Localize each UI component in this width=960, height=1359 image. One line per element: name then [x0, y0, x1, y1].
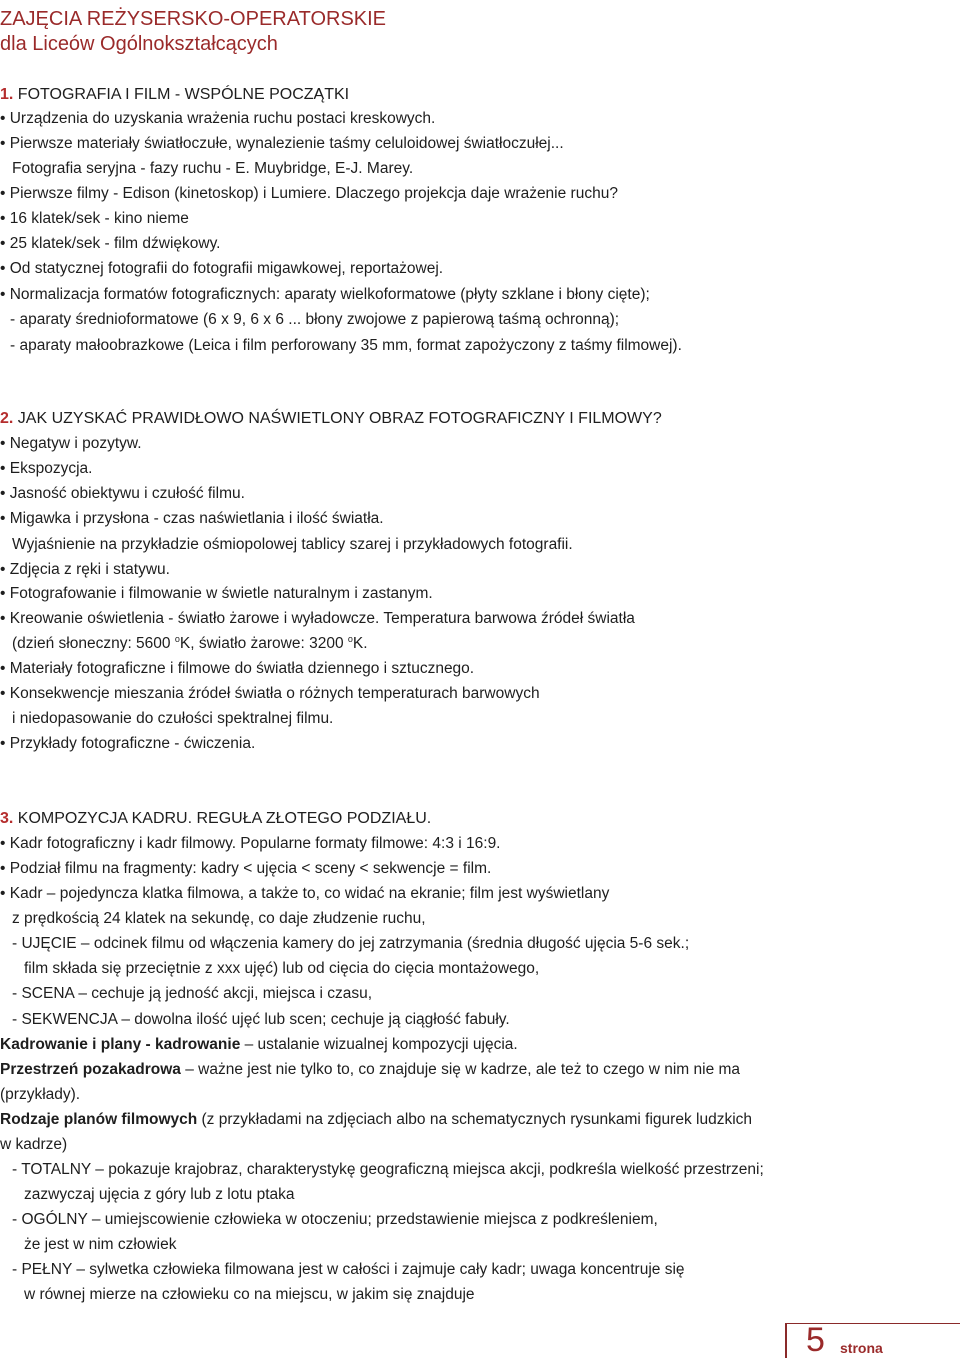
s2-line-11 [12, 709, 333, 729]
bullet-icon: • [0, 485, 10, 502]
s2-temp-part-1: (dzień słoneczny: 5600 [12, 635, 175, 652]
przestrzen-line [0, 1060, 740, 1080]
s2-text-1: Negatyw i pozytyw. [9, 435, 142, 452]
s2-temp-degree-1: o [174, 633, 180, 644]
s1-text-10: - aparaty małoobrazkowe (Leica i film perforowany 35 mm, format zapożyczony z taśmy filmowej). [10, 337, 682, 354]
s2-text-12: Przykłady fotograficzne - ćwiczenia. [9, 735, 256, 752]
footer-vertical-divider [785, 1323, 787, 1358]
s1-text-8: Normalizacja formatów fotograficznych: aparaty wielkoformatowe (płyty szklane i błony cięte); [9, 286, 650, 303]
s3-line-8 [12, 1010, 510, 1030]
bullet-icon: • [0, 885, 10, 902]
s1-line-10 [10, 336, 682, 356]
s1-text-2: Pierwsze materiały światłoczułe, wynalezienie taśmy celuloidowej światłoczułej... [9, 135, 564, 152]
s2-line-6 [0, 560, 170, 580]
bullet-icon: • [0, 435, 10, 452]
section-2-number: 2. [0, 410, 14, 427]
s1-line-3 [12, 159, 413, 179]
kadrowanie-bold: Kadrowanie i plany - kadrowanie [0, 1036, 241, 1053]
s3-line-5 [12, 934, 689, 954]
s2-text-5: Wyjaśnienie na przykładzie ośmiopolowej tablicy szarej i przykładowych fotografii. [12, 536, 573, 553]
page-label: strona [840, 1340, 883, 1356]
bullet-icon: • [0, 735, 10, 752]
s1-text-3: Fotografia seryjna - fazy ruchu - E. Muybridge, E-J. Marey. [12, 160, 414, 177]
rodzaje-line-2 [0, 1135, 67, 1155]
s3-text-8: - SEKWENCJA – dowolna ilość ujęć lub scen; cechuje ją ciągłość fabuły. [12, 1011, 510, 1028]
plan-ogolny [12, 1210, 658, 1230]
bullet-icon: • [0, 260, 10, 277]
przestrzen-rest: – ważne jest nie tylko to, co znajduje się w kadrze, ale też to czego w nim nie ma [180, 1061, 741, 1078]
s3-line-6 [24, 959, 539, 979]
plan-totalny-text: - TOTALNY – pokazuje krajobraz, charakterystykę geograficzną miejsca akcji, podkreśla wielkość przestrzeni; [12, 1161, 764, 1178]
s3-text-4: z prędkością 24 klatek na sekundę, co daje złudzenie ruchu, [12, 910, 426, 927]
s3-text-6: film składa się przeciętnie z xxx ujęć) lub od cięcia do cięcia montażowego, [24, 960, 540, 977]
bullet-icon: • [0, 235, 10, 252]
bullet-icon: • [0, 860, 10, 877]
plan-ogolny-text: - OGÓLNY – umiejscowienie człowieka w otoczeniu; przedstawienie miejsca z podkreśleniem, [12, 1211, 658, 1228]
bullet-icon: • [0, 110, 10, 127]
s2-text-6: Zdjęcia z ręki i statywu. [9, 561, 170, 578]
s2-text-3: Jasność obiektywu i czułość filmu. [9, 485, 245, 502]
s3-text-3: Kadr – pojedyncza klatka filmowa, a także to, co widać na ekranie; film jest wyświetlany [9, 885, 610, 902]
section-3-title: KOMPOZYCJA KADRU. REGUŁA ZŁOTEGO PODZIAŁU. [17, 810, 432, 827]
s2-line-4 [0, 509, 384, 529]
bullet-icon: • [0, 510, 10, 527]
plan-totalny [12, 1160, 764, 1180]
kadrowanie-line [0, 1035, 518, 1055]
s2-text-2: Ekspozycja. [9, 460, 93, 477]
s1-line-2 [0, 134, 564, 154]
section-3-heading [0, 808, 431, 830]
s2-temperature-line [12, 634, 368, 654]
s3-text-5: - UJĘCIE – odcinek filmu od włączenia kamery do jej zatrzymania (średnia długość ujęcia 5-6 sek.; [12, 935, 690, 952]
rodzaje-bold: Rodzaje planów filmowych [0, 1111, 198, 1128]
bullet-icon: • [0, 660, 10, 677]
s2-text-4: Migawka i przysłona - czas naświetlania i ilość światła. [9, 510, 384, 527]
s2-line-3 [0, 484, 245, 504]
s2-temp-part-2: K, światło żarowe: 3200 [179, 635, 348, 652]
bullet-icon: • [0, 561, 10, 578]
s1-line-1 [0, 109, 435, 129]
s1-text-9: - aparaty średnioformatowe (6 x 9, 6 x 6 ... błony zwojowe z papierową taśmą ochronną); [10, 311, 620, 328]
plan-ogolny-cont-text: że jest w nim człowiek [24, 1236, 177, 1253]
kadrowanie-rest: – ustalanie wizualnej kompozycji ujęcia. [240, 1036, 518, 1053]
bullet-icon: • [0, 685, 10, 702]
plan-pelny [12, 1260, 685, 1280]
plan-pelny-cont [24, 1285, 475, 1305]
page-number: 5 [806, 1321, 825, 1359]
s2-line-10 [0, 684, 540, 704]
przestrzen-line2-text: (przykłady). [0, 1086, 81, 1103]
przestrzen-line-2 [0, 1085, 80, 1105]
s1-line-4 [0, 184, 618, 204]
s1-line-7 [0, 259, 443, 279]
section-3-number: 3. [0, 810, 14, 827]
rodzaje-line [0, 1110, 752, 1130]
s2-line-1 [0, 434, 142, 454]
rodzaje-rest: (z przykładami na zdjęciach albo na schematycznych rysunkami figurek ludzkich [197, 1111, 753, 1128]
plan-totalny-cont-text: zazwyczaj ujęcia z góry lub z lotu ptaka [24, 1186, 295, 1203]
s1-line-5 [0, 209, 189, 229]
s3-text-2: Podział filmu na fragmenty: kadry < ujęcia < sceny < sekwencje = film. [9, 860, 492, 877]
section-2-title: JAK UZYSKAĆ PRAWIDŁOWO NAŚWIETLONY OBRAZ FOTOGRAFICZNY I FILMOWY? [17, 410, 662, 427]
s3-line-1 [0, 834, 501, 854]
plan-ogolny-cont [24, 1235, 176, 1255]
s2-temp-part-3: K. [352, 635, 368, 652]
s2-line-5 [12, 535, 573, 555]
document-title: ZAJĘCIA REŻYSERSKO-OPERATORSKIE [0, 8, 387, 30]
s2-text-8: Kreowanie oświetlenia - światło żarowe i wyładowcze. Temperatura barwowa źródeł światła [9, 610, 635, 627]
s1-line-9 [10, 310, 619, 330]
bullet-icon: • [0, 135, 10, 152]
s1-text-7: Od statycznej fotografii do fotografii migawkowej, reportażowej. [9, 260, 444, 277]
bullet-icon: • [0, 185, 10, 202]
bullet-icon: • [0, 460, 10, 477]
s2-line-9 [0, 659, 474, 679]
s1-line-8 [0, 285, 650, 305]
s2-line-2 [0, 459, 92, 479]
s2-text-11: i niedopasowanie do czułości spektralnej filmu. [12, 710, 334, 727]
s3-text-1: Kadr fotograficzny i kadr filmowy. Popularne formaty filmowe: 4:3 i 16:9. [9, 835, 501, 852]
s3-line-7 [12, 984, 372, 1004]
plan-pelny-text: - PEŁNY – sylwetka człowieka filmowana jest w całości i zajmuje cały kadr; uwaga koncentruje się [12, 1261, 685, 1278]
section-1-number: 1. [0, 86, 14, 103]
bullet-icon: • [0, 210, 10, 227]
s2-temp-degree-2: o [347, 633, 353, 644]
s1-text-5: 16 klatek/sek - kino nieme [9, 210, 189, 227]
section-2-heading [0, 408, 662, 430]
s1-text-4: Pierwsze filmy - Edison (kinetoskop) i Lumiere. Dlaczego projekcja daje wrażenie ruchu? [9, 185, 618, 202]
section-1-heading [0, 84, 349, 106]
s1-text-1: Urządzenia do uzyskania wrażenia ruchu postaci kreskowych. [9, 110, 436, 127]
bullet-icon: • [0, 585, 10, 602]
s2-line-7 [0, 584, 433, 604]
plan-pelny-cont-text: w równej mierze na człowieku co na miejscu, w jakim się znajduje [24, 1286, 475, 1303]
s3-line-3 [0, 884, 609, 904]
s1-line-6 [0, 234, 220, 254]
rodzaje-line2-text: w kadrze) [0, 1136, 68, 1153]
bullet-icon: • [0, 610, 10, 627]
s3-text-7: - SCENA – cechuje ją jedność akcji, miejsca i czasu, [12, 985, 373, 1002]
section-1-title: FOTOGRAFIA I FILM - WSPÓLNE POCZĄTKI [17, 86, 350, 103]
bullet-icon: • [0, 286, 10, 303]
s2-text-9: Materiały fotograficzne i filmowe do światła dziennego i sztucznego. [9, 660, 475, 677]
s2-line-12 [0, 734, 255, 754]
s1-text-6: 25 klatek/sek - film dźwiękowy. [9, 235, 221, 252]
s3-line-2 [0, 859, 491, 879]
s3-line-4 [12, 909, 426, 929]
bullet-icon: • [0, 835, 10, 852]
s2-line-8 [0, 609, 635, 629]
plan-totalny-cont [24, 1185, 295, 1205]
s2-text-7: Fotografowanie i filmowanie w świetle naturalnym i zastanym. [9, 585, 433, 602]
document-subtitle: dla Liceów Ogólnokształcących [0, 33, 278, 55]
s2-text-10: Konsekwencje mieszania źródeł światła o różnych temperaturach barwowych [9, 685, 540, 702]
przestrzen-bold: Przestrzeń pozakadrowa [0, 1061, 181, 1078]
